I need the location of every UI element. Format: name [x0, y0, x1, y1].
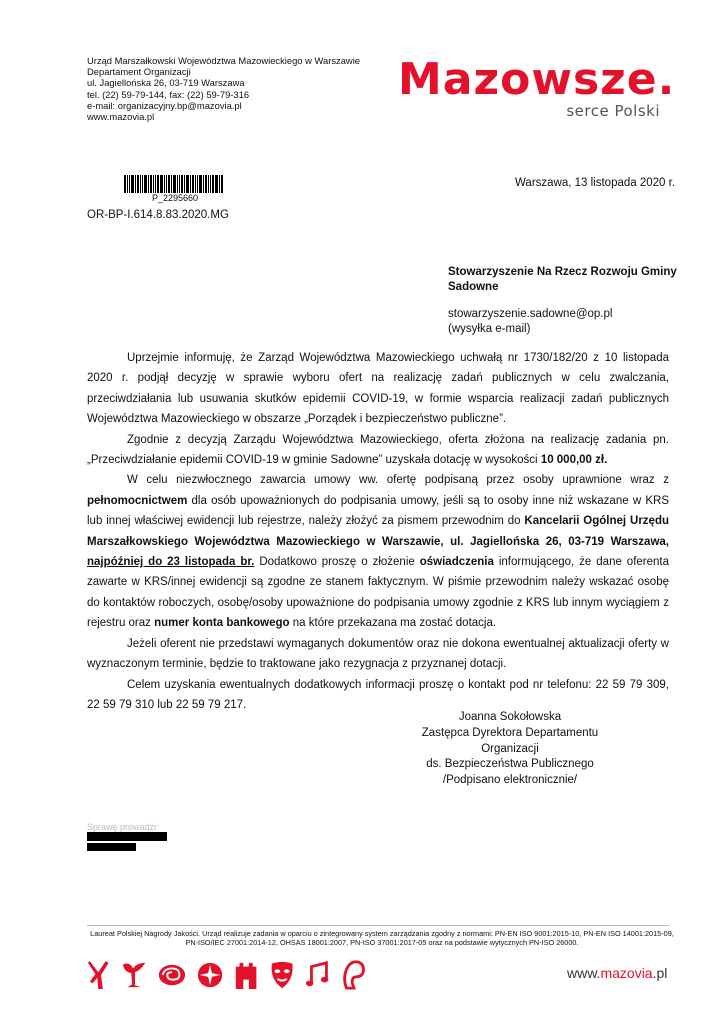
paragraph: Celem uzyskania ewentualnych dodatkowych informacji proszę o kontakt pod nr telefonu: 22 59 79 309, 22 59 79 310 lub 22 59 79 217.: [87, 678, 669, 711]
sender-line: tel. (22) 59-79-144, fax: (22) 59-79-316: [87, 88, 250, 100]
barcode-number: P_2295660: [152, 193, 199, 203]
mask-icon: [269, 958, 295, 992]
recipient-name-cont: Sadowne: [448, 281, 499, 293]
figure-icon: [87, 958, 111, 992]
mazowsze-logo: [398, 54, 676, 124]
deadline: najpóźniej do 23 listopada br.: [87, 556, 255, 569]
recipient-name: Stowarzyszenie Na Rzecz Rozwoju Gminy: [448, 266, 677, 278]
flower-icon: [196, 958, 224, 992]
paragraph: Zgodnie z decyzją Zarządu Województwa Mazowieckiego, oferta złożona na realizację zadania pn. „Przeciwdziałanie epidemii COVID-19 w gminie Sadowne” uzyskała dotację w wysokości 10 000,00 zł.: [87, 433, 669, 467]
sender-line: Urząd Marszałkowski Województwa Mazowieckiego w Warszawie: [87, 55, 360, 66]
redaction-bar: [87, 832, 167, 841]
sender-line: www.mazovia.pl: [87, 111, 155, 123]
footer-quality-note: Laureat Polskiej Nagrody Jakości. Urząd realizuje zadania w oparciu o zintegrowany system zarządzania zgodny z normami: PN-EN ISO 9001:2015-10, PN-EN ISO 14001:2015-09, PN-ISO/IEC 27001:2014-12, OHSAS 18001:2007, PN-ISO 37001:2017-05 oraz na podstawie wytycznych PN-ISO 26000.: [90, 929, 674, 947]
castle-icon: [233, 958, 259, 992]
logo-wordmark: Mazowsze.: [398, 54, 676, 105]
signer-name: Joanna Sokołowska: [458, 711, 562, 723]
letter-body: [87, 348, 669, 715]
office-address: Kancelarii Ogólnej Urzędu Marszałkowskiego Województwa Mazowieckiego w Warszawie, ul. Jagiellońska 26, 03-719 Warszawa,: [87, 515, 669, 548]
reference-number: OR-BP-I.614.8.83.2020.MG: [87, 209, 229, 221]
sender-address: [87, 55, 360, 122]
footer-icons: [87, 955, 367, 995]
redaction-bar: [87, 843, 136, 851]
logo-tagline: serce Polski: [566, 102, 660, 120]
e-signature-note: /Podpisano elektronicznie/: [442, 774, 578, 787]
barcode: [124, 175, 234, 193]
sender-line: ul. Jagiellońska 26, 03-719 Warszawa: [87, 77, 245, 89]
signer-title: Zastępca Dyrektora Departamentu Organizacji: [421, 726, 599, 755]
delivery-note: (wysyłka e-mail): [448, 323, 531, 335]
signature-block: [405, 710, 615, 789]
recipient-email: stowarzyszenie.sadowne@op.pl: [448, 308, 613, 320]
horse-icon: [339, 957, 367, 993]
bird-icon: [120, 958, 148, 992]
paragraph: W celu niezwłocznego zawarcia umowy ww. ofertę podpisaną przez osoby uprawnione wraz z pełnomocnictwem dla osób upoważnionych do podpisania umowy, jeśli są to osoby inne niż wskazane w KRS lub innej właściwej ewidencji lub rejestrze, należy złożyć za pismem przewodnim do Kancelarii Ogólnej Urzędu Marszałkowskiego Województwa Mazowieckiego w Warszawie, ul. Jagiellońska 26, 03-719 Warszawa, najpóźniej do 23 listopada br. Dodatkowo proszę o złożenie oświadczenia informującego, że dane oferenta zawarte w KRS/innej ewidencji są zgodne ze stanem faktycznym. W piśmie przewodnim należy wskazać osobę do kontaktów roboczych, osobę/osoby upoważnione do podpisania umowy zgodnie z KRS lub innym wyciągiem z rejestru oraz numer konta bankowego na które przekazana ma zostać dotacja.: [87, 474, 669, 630]
sender-line: Departament Organizacji: [87, 66, 191, 78]
paragraph: Uprzejmie informuję, że Zarząd Województwa Mazowieckiego uchwałą nr 1730/182/20 z 10 listopada 2020 r. podjął decyzję w sprawie wyboru ofert na realizację zadań publicznych w celu zwalczania, przeciwdziałania lub usuwania skutków epidemii COVID-19, w formie wsparcia realizacji zadań publicznych Województwa Mazowieckiego w obszarze „Porządek i bezpieczeństwo publiczne”.: [87, 352, 669, 426]
recipient-block: [448, 265, 677, 337]
handled-by-label: Sprawę prowadzi:: [87, 822, 159, 832]
letter-date: Warszawa, 13 listopada 2020 r.: [515, 177, 676, 189]
footer-website[interactable]: www.mazovia.pl: [567, 965, 668, 981]
paragraph: Jeżeli oferent nie przedstawi wymaganych dokumentów oraz nie dokona ewentualnej aktualizacji oferty w wyznaczonym terminie, będzie to traktowane jako rezygnacja z przyznanej dotacji.: [87, 637, 669, 671]
footer-divider: [87, 925, 669, 926]
notes-icon: [304, 958, 330, 992]
sender-line: e-mail: organizacyjny.bp@mazovia.pl: [87, 99, 242, 111]
grant-amount: 10 000,00 zł: [540, 454, 605, 467]
signer-title: ds. Bezpieczeństwa Publicznego: [426, 758, 594, 771]
spiral-icon: [157, 958, 187, 992]
